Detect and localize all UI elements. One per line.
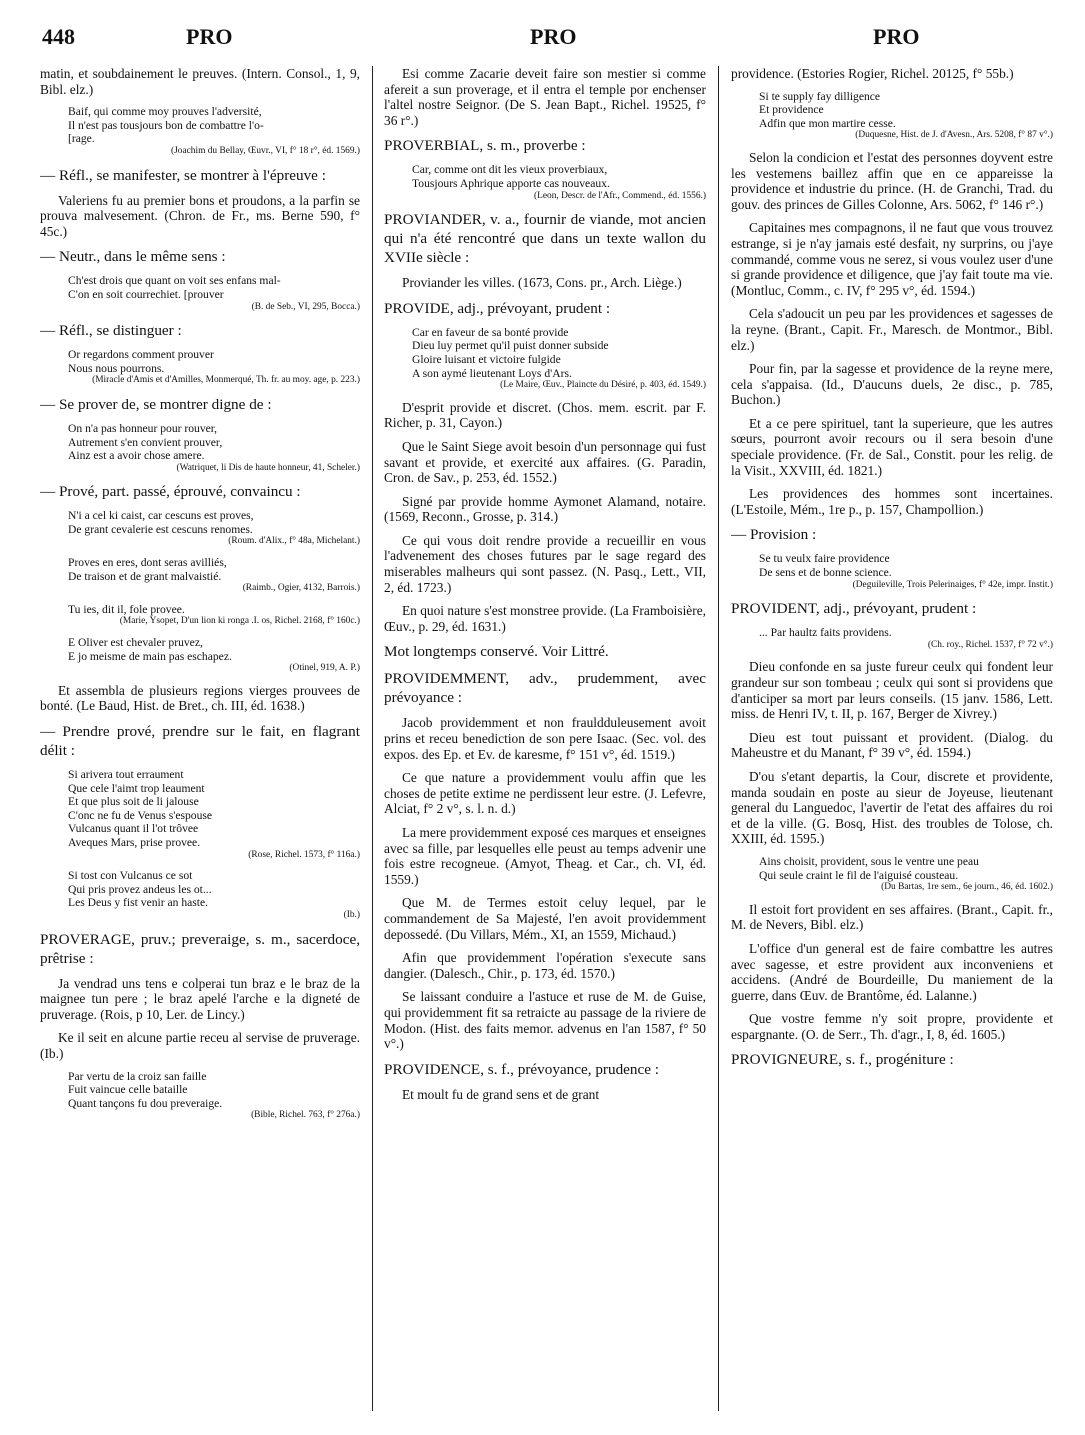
verse-line: Baif, qui comme moy prouves l'adversité,	[68, 105, 262, 119]
citation-paragraph: Capitaines mes compagnons, il ne faut que vous trouvez estrange, si je n'ay jamais esté desfait, ny surprins, ou j'aye commandé, comme vous ne serez, si vous voulez user d'une si grande providence et diligence, que j'ay fait toute ma vie. (Montluc, Comm., c. IV, f° 295 v°, éd. 1594.)	[731, 220, 1053, 298]
verse-line: Or regardons comment prouver	[68, 348, 214, 362]
continued-text: matin, et soubdainement le preuves. (Intern. Consol., 1, 9, Bibl. elz.)	[40, 66, 360, 97]
source-reference: (Joachim du Bellay, Œuvr., VI, f° 18 r°, éd. 1569.)	[171, 145, 360, 156]
verse-line: Et providence	[759, 103, 824, 117]
verse-line: Dieu luy permet qu'il puist donner subside	[412, 339, 609, 353]
entry-heading: PROVERBIAL, s. m., proverbe :	[384, 137, 586, 155]
verse-line: Gloire luisant et victoire fulgide	[412, 352, 561, 366]
source-reference: (Deguileville, Trois Pelerinaiges, f° 42e, impr. Instit.)	[852, 579, 1053, 590]
verse-line: Qui pris provez andeus les ot...	[68, 882, 212, 896]
entry-heading: PROVIANDER, v. a., fournir de viande, mot ancien qui n'a été rencontré que dans un texte wallon du XVIIe siècle :	[384, 211, 706, 267]
column-rule-right	[718, 66, 719, 1411]
source-reference: (Leon, Descr. de l'Afr., Commend., éd. 1556.)	[534, 190, 706, 201]
citation-paragraph: Cela s'adoucit un peu par les providences et sagesses de la reyne. (Brant., Capit. Fr., Maresch. de Montmor., Bibl. elz.)	[731, 306, 1053, 353]
source-reference: (Le Maire, Œuv., Plaincte du Désiré, p. 403, éd. 1549.)	[500, 380, 706, 391]
entry-heading: PROVIDENT, adj., prévoyant, prudent :	[731, 600, 977, 618]
source-reference: (B. de Seb., VI, 295, Bocca.)	[251, 301, 360, 312]
citation-paragraph: Dieu confonde en sa juste fureur ceulx qui fondent leur grandeur sur son tombeau ; ceulx qui sont si providens que d'anticiper sa mort par leurs conseils. (15 janv. 1586, Lett. miss. de Henri IV, t. II, p. 167, Berger de Xivrey.)	[731, 659, 1053, 722]
citation-paragraph: Et a ce pere spirituel, tant la superieure, que les autres sœurs, pourront avoir recours ou il sera besoin d'une speciale providence. (Fr. de Sal., Constit. pour les relig. de la Visit., XXVIII, éd. 1821.)	[731, 415, 1053, 478]
verse-line: Par vertu de la croiz san faille	[68, 1069, 207, 1083]
citation-paragraph: Et moult fu de grand sens et de grant	[402, 1086, 600, 1102]
column-middle	[384, 66, 706, 1110]
citation-paragraph: D'ou s'etant departis, la Cour, discrete et providente, manda soudain en poste au sieur de Joyeuse, lieutenant general du Languedoc, l'avertir de l'etat des affaires du roi et de la ville. (G. Bosq, Hist. des troubles de Tolose, ch. XXIII, éd. 1595.)	[731, 768, 1053, 847]
entry-heading: — Prové, part. passé, éprouvé, convaincu :	[40, 483, 301, 501]
citation-paragraph: Jacob providemment et non frauldduleusement avoit prins et receu benediction de son pere Isaac. (Sec. vol. des expos. des Ep. et Ev. de karesme, f° 151 v°, éd. 1519.)	[384, 715, 706, 762]
verse-line: Adfin que mon martire cesse.	[759, 116, 896, 130]
verse-line: Et que plus soit de li jalouse	[68, 795, 199, 809]
citation-paragraph: Dieu est tout puissant et provident. (Dialog. du Maheustre et du Manant, f° 39 v°, éd. 1594.)	[731, 729, 1053, 761]
continued-text: providence. (Estories Rogier, Richel. 20125, f° 55b.)	[731, 66, 1014, 81]
citation-paragraph: En quoi nature s'est monstree provide. (La Framboisière, Œuv., p. 29, éd. 1631.)	[384, 603, 706, 634]
column-right	[731, 66, 1053, 1077]
verse-line: Se tu veulx faire providence	[759, 552, 890, 566]
citation-paragraph: Se laissant conduire a l'astuce et ruse de M. de Guise, qui providemment fit sa retraicte au passage de la riviere de Modon. (Hist. des faits memor. advenus en l'an 1587, f° 50 v°.)	[384, 989, 706, 1052]
verse-line: Si arivera tout erraument	[68, 768, 184, 781]
entry-heading: — Neutr., dans le même sens :	[40, 248, 226, 266]
verse-line: Fuit vaincue celle bataille	[68, 1083, 188, 1097]
verse-line: Il n'est pas tousjours bon de combattre l'o-	[68, 118, 264, 132]
entry-heading: PROVERAGE, pruv.; preveraige, s. m., sacerdoce, prêtrise :	[40, 930, 360, 967]
entry-heading: PROVIDE, adj., prévoyant, prudent :	[384, 299, 611, 317]
verse-line: C'onc ne fu de Venus s'espouse	[68, 808, 213, 822]
citation-paragraph: Les providences des hommes sont incertaines. (L'Estoile, Mém., 1re p., p. 157, Champollion.)	[731, 486, 1053, 517]
entry-heading: — Provision :	[731, 526, 817, 544]
verse-line: Ains choisit, provident, sous le ventre une peau	[759, 854, 979, 868]
verse-line: Tousjours Aphrique apporte cas nouveaux.	[412, 176, 610, 190]
citation-paragraph: Que le Saint Siege avoit besoin d'un personnage qui fust savant et provide, et exercité aux affaires. (G. Paradin, Cron. de Sav., p. 253, éd. 1552.)	[384, 438, 706, 486]
entry-heading: — Réfl., se manifester, se montrer à l'épreuve :	[40, 166, 326, 184]
verse-line: On n'a pas honneur pour rouver,	[68, 421, 218, 435]
verse-line: A son aymé lieutenant Loys d'Ars.	[412, 366, 572, 380]
citation-paragraph: Pour fin, par la sagesse et providence de la reyne mere, cela s'appaisa. (Id., D'aucuns duels, 2e disc., p. 785, Buchon.)	[731, 361, 1053, 408]
verse-line: Les Deus y fist venir an haste.	[68, 896, 209, 910]
citation-paragraph: Esi comme Zacarie deveit faire son mestier si comme afereit a sun proverage, et il entra el temple por enchenser l'altel nostre Seignor. (De S. Jean Bapt., Richel. 19525, f° 36 r°.)	[384, 66, 706, 128]
entry-heading: PROVIDENCE, s. f., prévoyance, prudence :	[384, 1060, 659, 1078]
citation-paragraph: Que vostre femme n'y soit propre, providente et espargnante. (O. de Serr., Th. d'agr., I, 8, éd. 1605.)	[731, 1011, 1053, 1042]
verse-line: [rage.	[68, 132, 95, 146]
verse-line: De sens et de bonne science.	[759, 566, 892, 580]
source-reference: (Ib.)	[343, 909, 360, 920]
source-reference: (Marie, Ysopet, D'un lion ki ronga .I. os, Richel. 2168, f° 160c.)	[119, 616, 360, 627]
citation-paragraph: Que M. de Termes estoit celuy lequel, par le commandement de Sa Majesté, l'en avoit providemment depossedé. (Du Villars, Mém., XI, an 1559, Michaud.)	[384, 895, 706, 942]
entry-heading: — Prendre prové, prendre sur le fait, en flagrant délit :	[40, 723, 360, 759]
citation-paragraph: Ce qui vous doit rendre provide a recueillir en vous l'advenement des choses futures par le sage regard des miserables malheurs qui sont passez. (N. Pasq., Lett., VII, 2, éd. 1723.)	[384, 532, 706, 595]
verse-line: Que cele l'aimt trop leaument	[68, 781, 205, 795]
citation-paragraph: La mere providemment exposé ces marques et enseignes avec sa fille, par lesquelles elle peust au temps advenir une fois estre recogneue. (Amyot, Theag. et Car., ch. VI, éd. 1559.)	[384, 825, 706, 887]
source-reference: (Watriquet, li Dis de haute honneur, 41, Scheler.)	[176, 462, 360, 473]
verse-line: Aveques Mars, prise provee.	[68, 835, 201, 849]
running-head-left: PRO	[186, 24, 233, 49]
source-reference: (Otinel, 919, A. P.)	[289, 663, 360, 674]
citation-paragraph: Proviander les villes. (1673, Cons. pr., Arch. Liège.)	[402, 275, 682, 291]
citation-paragraph: Selon la condicion et l'estat des personnes doyvent estre les vestemens baillez affin que en ce appareisse la providence et industrie du prince. (H. de Granchi, Trad. du gouv. des princes de Gilles Colonne, Ars. 5062, f° 146 r°.)	[731, 149, 1053, 212]
source-reference: (Du Bartas, 1re sem., 6e journ., 46, éd. 1602.)	[881, 882, 1053, 893]
citation-paragraph: Signé par provide homme Aymonet Alamand, notaire. (1569, Reconn., Grosse, p. 314.)	[384, 493, 706, 525]
source-reference: (Raimb., Ogier, 4132, Barrois.)	[242, 583, 360, 594]
citation-paragraph: D'esprit provide et discret. (Chos. mem. escrit. par F. Richer, p. 31, Cayon.)	[384, 399, 706, 431]
citation-paragraph: Il estoit fort provident en ses affaires. (Brant., Capit. fr., M. de Nevers, Bibl. elz.)	[731, 901, 1053, 933]
verse-line: Car, comme ont dit les vieux proverbiaux,	[412, 163, 608, 177]
source-reference: (Miracle d'Amis et d'Amilles, Monmerqué, Th. fr. au moy. age, p. 223.)	[92, 375, 360, 386]
verse-line: ... Par haultz faits providens.	[759, 626, 892, 640]
verse-line: Ainz est a avoir chose amere.	[68, 449, 205, 463]
source-reference: (Duquesne, Hist. de J. d'Avesn., Ars. 5208, f° 87 v°.)	[855, 130, 1053, 141]
citation-paragraph: Valeriens fu au premier bons et proudons, a la parfin se prouva malvesement. (Chron. de Fr., ms. Berne 590, f° 45c.)	[40, 192, 360, 239]
verse-line: Autrement s'en convient prouver,	[68, 435, 223, 449]
entry-heading: — Réfl., se distinguer :	[40, 322, 182, 340]
source-reference: (Roum. d'Alix., f° 48a, Michelant.)	[228, 536, 360, 547]
page-number: 448	[42, 24, 75, 49]
page-header	[0, 24, 1085, 54]
citation-paragraph: Afin que providemment l'opération s'execute sans dangier. (Dalesch., Chir., p. 173, éd. 1570.)	[384, 950, 706, 981]
verse-line: Qui seule craint le fil de l'aiguisé cousteau.	[759, 868, 959, 882]
citation-paragraph: Ke il seit en alcune partie receu al servise de pruverage. (Ib.)	[40, 1030, 360, 1061]
verse-line: E Oliver est chevaler pruvez,	[68, 636, 203, 650]
verse-line: De traison et de grant malvaistié.	[68, 569, 222, 583]
verse-line: De grant cevalerie est cescuns renomes.	[68, 522, 253, 536]
source-reference: (Rose, Richel. 1573, f° 116a.)	[248, 849, 360, 860]
running-head-right: PRO	[873, 24, 920, 49]
running-head-center: PRO	[530, 24, 577, 49]
source-reference: (Ch. roy., Richel. 1537, f° 72 v°.)	[927, 639, 1053, 650]
verse-line: Si tost con Vulcanus ce sot	[68, 869, 193, 883]
column-left	[40, 66, 360, 1130]
verse-line: Proves en eres, dont seras avilliés,	[68, 556, 227, 570]
verse-line: Car en faveur de sa bonté provide	[412, 325, 569, 339]
verse-line: Ch'est drois que quant on voit ses enfans mal-	[68, 274, 281, 288]
citation-paragraph: L'office d'un general est de faire combattre les autres avec sagesse, et estre provident aux inconveniens et accidens. (André de Bourdeille, Du maniement de la guerre, dans Œuv. de Brantôme, éd. Lalanne.)	[731, 940, 1053, 1003]
verse-line: N'i a cel ki caist, car cescuns est proves,	[68, 509, 254, 523]
citation-paragraph: Ja vendrad uns tens e colperai tun braz e le braz de la maignee tun pere ; le braz apelé l'arche e la digneté de pruverage. (Rois, p 10, Ler. de Lincy.)	[40, 975, 360, 1022]
verse-line: C'on en soit courrechiet. [prouver	[68, 287, 224, 301]
entry-heading: Mot longtemps conservé. Voir Littré.	[384, 643, 609, 661]
verse-line: Quant tançons fu dou preveraige.	[68, 1096, 223, 1110]
column-rule-left	[372, 66, 373, 1411]
verse-line: Nous nous pourrons.	[68, 361, 165, 375]
source-reference: (Bible, Richel. 763, f° 276a.)	[251, 1110, 360, 1121]
verse-line: Si te supply fay dilligence	[759, 89, 881, 103]
entry-heading: PROVIGNEURE, s. f., progéniture :	[731, 1051, 954, 1069]
citation-paragraph: Et assembla de plusieurs regions vierges prouvees de bonté. (Le Baud, Hist. de Bret., ch. III, éd. 1638.)	[40, 682, 360, 714]
entry-heading: PROVIDEMMENT, adv., prudemment, avec prévoyance :	[384, 670, 706, 707]
verse-line: E jo meisme de main pas eschapez.	[68, 649, 232, 663]
verse-line: Vulcanus quant il l'ot trôvee	[68, 822, 199, 836]
entry-heading: — Se prover de, se montrer digne de :	[40, 395, 272, 413]
verse-line: Tu ies, dit il, fole provee.	[68, 602, 185, 616]
citation-paragraph: Ce que nature a providemment voulu affin que les choses de petite extime ne perdissent leur estre. (J. Lefevre, Alciat, f° 2 v°, s. l. n. d.)	[384, 770, 706, 817]
